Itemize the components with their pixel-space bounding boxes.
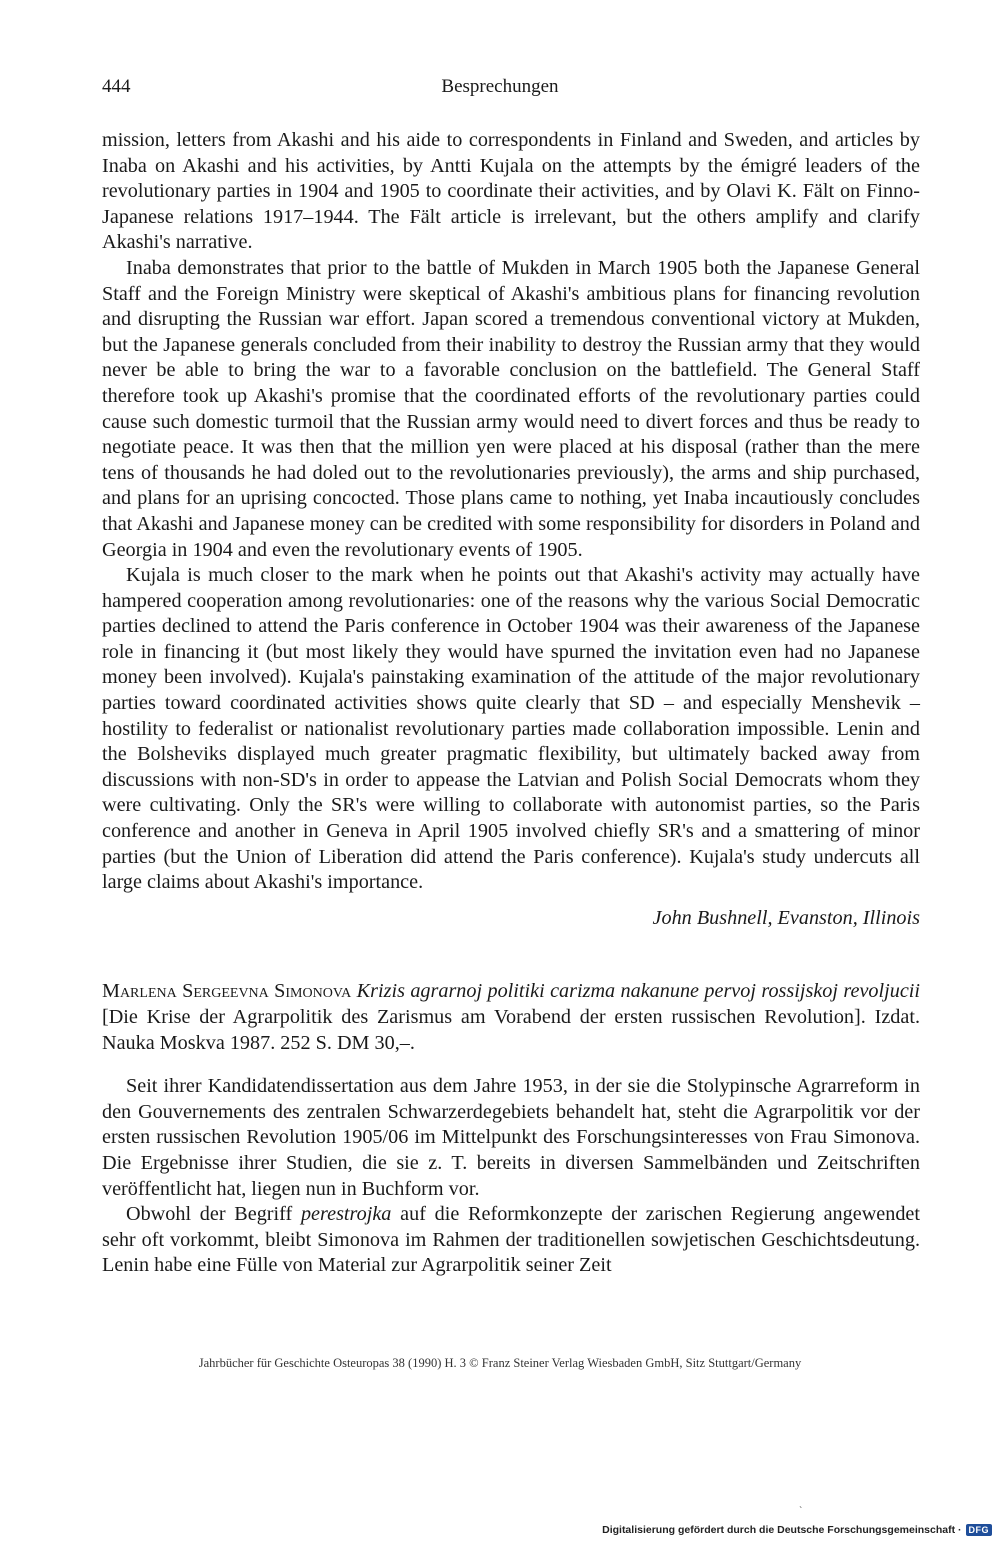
- review1-paragraph-1: mission, letters from Akashi and his aide to correspondents in Finland and Sweden, and articles by Inaba on Akashi and his activities, by Antti Kujala on the attempts by the émigré leaders of the revolutionary parties in 1904 and 1905 to coordinate their activities, and by Olavi K. Fält on Finno-Japanese relations 1917–1944. The Fält article is irrelevant, but the others amplify and clarify Akashi's narrative.: [102, 129, 920, 254]
- review2-author: Marlena Sergeevna Simonova: [102, 980, 352, 1003]
- page-number: 444: [102, 76, 131, 97]
- dfg-logo-icon: DFG: [966, 1524, 993, 1536]
- running-head: Besprechungen: [441, 76, 559, 97]
- digitization-note: Digitalisierung gefördert durch die Deutsche Forschungsgemeinschaft ·: [602, 1524, 962, 1536]
- review2-bibliography: [Die Krise der Agrarpolitik des Zarismus am Vorabend der ersten russischen Revolution]. Izdat. Nauka Moskva 1987. 252 S. DM 30,–.: [102, 1006, 920, 1054]
- scan-mark: `: [799, 1506, 803, 1517]
- review2-paragraph-2: [102, 1202, 920, 1279]
- body-text: [102, 128, 920, 1279]
- digitization-banner: [602, 1524, 992, 1536]
- review2-heading: [102, 979, 920, 1056]
- review2-p2-after: auf die Reformkonzepte der zarischen Regierung angewendet sehr oft vorkommt, bleibt Simonova im Rahmen der traditionellen sowjetischen Geschichtsdeutung. Lenin habe eine Fülle von Material zur Agrarpolitik seiner Zeit: [102, 1203, 920, 1277]
- review2-book-title: Krizis agrarnoj politiki carizma nakanune pervoj rossijskoj revoljucii: [356, 980, 921, 1003]
- review2-paragraph-1: Seit ihrer Kandidatendissertation aus dem Jahre 1953, in der sie die Stolypinsche Agrarreform in den Gouvernements des zentralen Schwarzerdegebiets behandelt hat, steht die Agrarpolitik vor der ersten russischen Revolution 1905/06 im Mittelpunkt des Forschungsinteresses von Frau Simonova. Die Ergebnisse ihrer Studien, die sie z. T. bereits in diversen Sammelbänden und Zeitschriften veröffentlicht hat, liegen nun in Buchform vor.: [102, 1075, 920, 1200]
- journal-footer: Jahrbücher für Geschichte Osteuropas 38 (1990) H. 3 © Franz Steiner Verlag Wiesbaden GmbH, Sitz Stuttgart/Germany: [198, 1356, 802, 1370]
- review1-paragraph-3: Kujala is much closer to the mark when he points out that Akashi's activity may actually have hampered cooperation among revolutionaries: one of the reasons why the various Social Democratic parties declined to attend the Paris conference in October 1904 was their awareness of the Japanese role in financing it (but most likely they would have spurned the invitation even had no Japanese money been involved). Kujala's painstaking examination of the attitude of the major revolutionary parties toward coordinated activities shows quite clearly that SD – and especially Menshevik – hostility to federalist or nationalist revolutionary parties made collaboration impossible. Lenin and the Bolsheviks displayed much greater pragmatic flexibility, but ultimately backed away from discussions with non-SD's in order to appease the Latvian and Polish Social Democrats whom they were cultivating. Only the SR's were willing to collaborate with autonomist parties, so the Paris conference and another in Geneva in April 1905 involved chiefly SR's and a smattering of minor parties (but the Union of Liberation did attend the Paris conference). Kujala's study undercuts all large claims about Akashi's importance.: [102, 564, 920, 894]
- review1-paragraph-2: Inaba demonstrates that prior to the battle of Mukden in March 1905 both the Japanese General Staff and the Foreign Ministry were skeptical of Akashi's ambitious plans for financing revolution and disrupting the Russian war effort. Japan scored a tremendous conventional victory at Mukden, but the Japanese generals concluded from their inability to destroy the Russian army that they would never be able to bring the war to a favorable conclusion on the battlefield. The General Staff therefore took up Akashi's promise that the coordinated efforts of the revolutionary parties could cause such domestic turmoil that the Russian army would need to divert forces and thus be ready to negotiate peace. It was then that the million yen were placed at his disposal (rather than the mere tens of thousands he had doled out to the revolutionaries previously), the arms and ship purchased, and plans for an uprising concocted. Those plans came to nothing, yet Inaba incautiously concludes that Akashi and Japanese money can be credited with some responsibility for disorders in Poland and Georgia in 1904 and even the revolutionary events of 1905.: [102, 256, 920, 561]
- review2-p2-before: Obwohl der Begriff: [126, 1203, 293, 1226]
- reviewer-signature: John Bushnell, Evanston, Illinois: [652, 906, 920, 929]
- review2-p2-term: perestrojka: [300, 1203, 392, 1226]
